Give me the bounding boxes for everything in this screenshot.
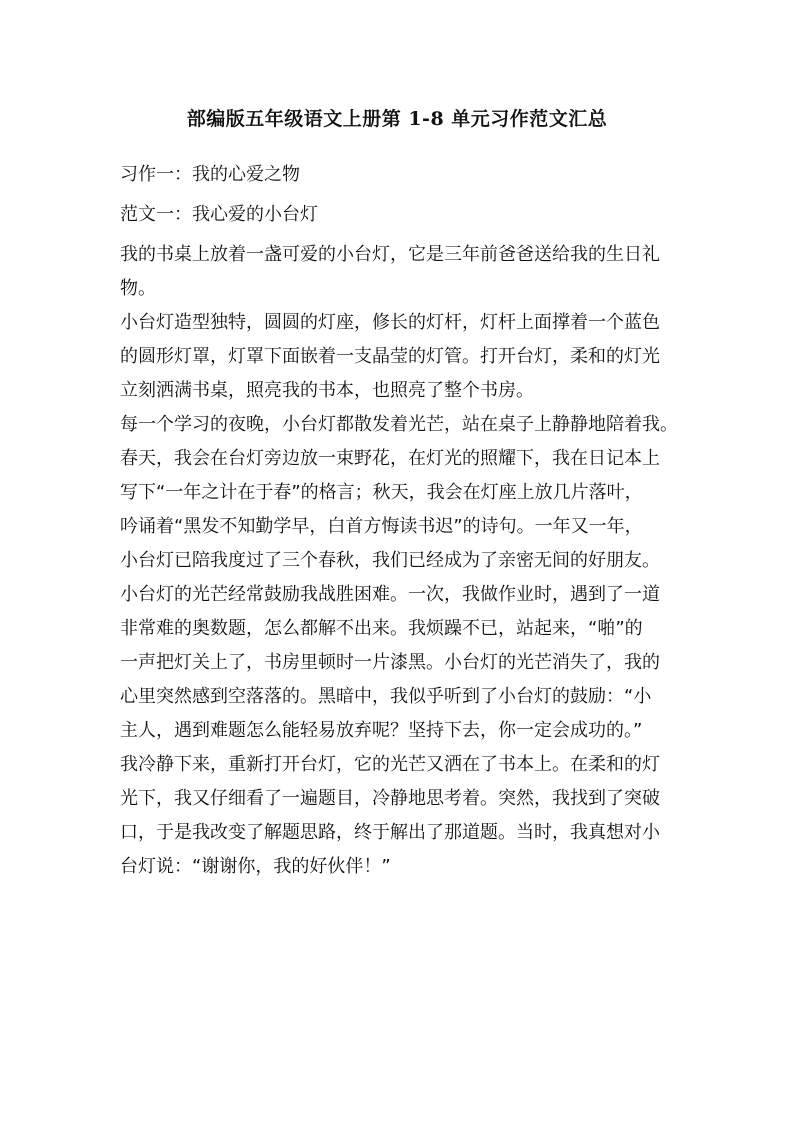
text-line: 主人，遇到难题怎么能轻易放弃呢？坚持下去，你一定会成功的。” — [120, 720, 643, 741]
text-line: 我冷静下来，重新打开台灯，它的光芒又洒在了书本上。在柔和的灯 — [120, 754, 660, 775]
text-line: 非常难的奥数题，怎么都解不出来。我烦躁不已，站起来，“啪”的 — [120, 618, 643, 639]
text-line: 台灯说：“谢谢你，我的好伙伴！” — [120, 856, 391, 877]
text-line: 物。 — [120, 278, 156, 299]
text-line: 一声把灯关上了，书房里顿时一片漆黑。小台灯的光芒消失了，我的 — [120, 652, 660, 673]
text-line: 心里突然感到空落落的。黑暗中，我似乎听到了小台灯的鼓励：“小 — [120, 686, 652, 707]
text-line: 每一个学习的夜晚，小台灯都散发着光芒，站在桌子上静静地陪着我。 — [120, 414, 678, 435]
text-line: 的圆形灯罩，灯罩下面嵌着一支晶莹的灯管。打开台灯，柔和的灯光 — [120, 346, 660, 367]
text-line: 立刻洒满书桌，照亮我的书本，也照亮了整个书房。 — [120, 380, 534, 401]
document-title: 部编版五年级语文上册第 1-8 单元习作范文汇总 — [186, 108, 608, 130]
text-line: 吟诵着“黑发不知勤学早，白首方悔读书迟”的诗句。一年又一年， — [120, 516, 643, 537]
essay-heading: 范文一：我心爱的小台灯 — [120, 204, 318, 225]
text-line: 我的书桌上放着一盏可爱的小台灯，它是三年前爸爸送给我的生日礼 — [120, 244, 660, 265]
text-line: 口，于是我改变了解题思路，终于解出了那道题。当时，我真想对小 — [120, 822, 660, 843]
text-line: 小台灯已陪我度过了三个春秋，我们已经成为了亲密无间的好朋友。 — [120, 550, 660, 571]
document-body — [120, 158, 680, 884]
section-heading: 习作一：我的心爱之物 — [120, 164, 300, 185]
text-line: 春天，我会在台灯旁边放一束野花，在灯光的照耀下，我在日记本上 — [120, 448, 660, 469]
text-line: 小台灯的光芒经常鼓励我战胜困难。一次，我做作业时，遇到了一道 — [120, 584, 660, 605]
text-line: 小台灯造型独特，圆圆的灯座，修长的灯杆，灯杆上面撑着一个蓝色 — [120, 312, 660, 333]
text-line: 写下“一年之计在于春”的格言；秋天，我会在灯座上放几片落叶， — [120, 482, 643, 503]
text-line: 光下，我又仔细看了一遍题目，冷静地思考着。突然，我找到了突破 — [120, 788, 660, 809]
